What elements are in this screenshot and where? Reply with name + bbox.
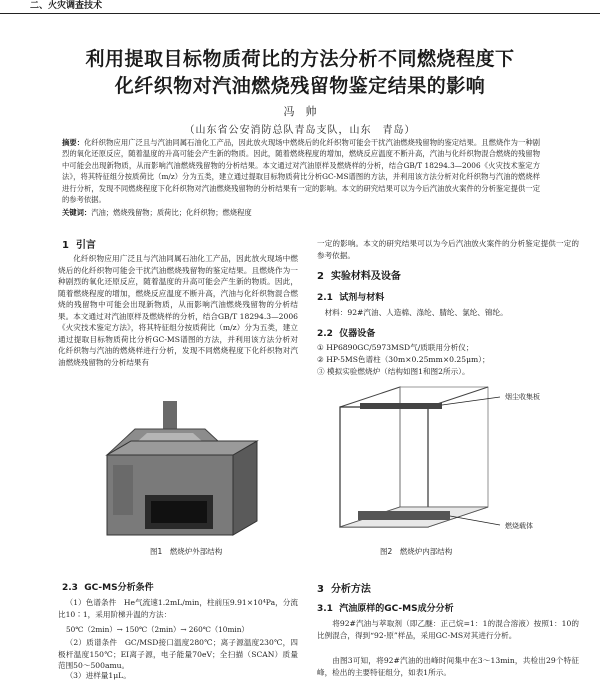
abstract	[62, 137, 540, 205]
keywords	[62, 207, 540, 218]
abstract-text: 化纤织物应用广泛且与汽油同属石油化工产品，因此放火现场中燃烧后的化纤织物可能会干扰汽油燃烧残留物的鉴定结果。且燃烧作为一种剧烈的氧化还原反应，随着温度的升高可能会产生新的物质。因此，随着燃烧程度的增加，燃烧反应温度不断升高，汽油与化纤织物混合燃烧的残留物中可能会出现新物质，从而影响汽油燃烧残留物的分析结果。本文通过对汽油原样及燃烧样的分析，结合GB/T 18294.3—2006《火灾技术鉴定方法》，将其特征组分按质荷比（m/z）分为五类，建立通过提取目标物质荷比分析GC-MS谱图的方法，并利用该方法分析对化纤织物与汽油的燃烧样进行分析，发现不同燃烧程度下化纤织物对汽油燃烧残留物的分析结果有一定的影响。本文的研究结果可以为今后汽油放火案件的分析鉴定提供一定的参考依据。	[62, 138, 541, 205]
keywords-text: 汽油；燃烧残留物；质荷比；化纤织物；燃烧程度	[91, 208, 252, 217]
subsection-2-2-number: 2.2	[317, 329, 333, 339]
mass-spec-conditions: （2）质谱条件 GC/MSD接口温度280℃；离子源温度230℃，四极杆温度150℃；EI离子源，电子能量70eV；全扫描（SCAN）质量范围50～500amu。	[58, 638, 298, 670]
section-3-title: 分析方法	[330, 584, 371, 595]
affiliation: （山东省公安消防总队青岛支队，山东 青岛）	[184, 125, 416, 136]
subsection-3-1-number: 3.1	[317, 604, 333, 614]
section-3-number: 3	[317, 584, 324, 595]
gasoline-peaks-paragraph: 由图3可知，将92#汽油的出峰时间集中在3～13min，共检出29个特征峰，检出的主要特征组分，如表1所示。	[317, 656, 579, 677]
author: 冯 帅	[283, 105, 317, 118]
chromatography-conditions: （1）色谱条件 He气流速1.2mL/min，柱前压9.91×10⁴Pa，分流比10∶1，采用阶梯升温的方法：	[58, 598, 298, 619]
subsection-3-1-heading	[317, 601, 454, 614]
subsection-2-3-number: 2.3	[62, 583, 78, 593]
intro-paragraph: 化纤织物应用广泛且与汽油同属石油化工产品，因此放火现场中燃烧后的化纤织物可能会干扰汽油燃烧残留物的鉴定结果。且燃烧作为一种剧烈的氧化还原反应，随着温度的升高可能会产生新的物质。因此，随着燃烧程度的增加，燃烧反应温度不断升高，汽油与化纤织物混合燃烧的残留物中可能会出现新物质，从而影响汽油燃烧残留物的分析结果。本文通过对汽油原样及燃烧样的分析，结合GB/T 18294.3—2006《火灾技术鉴定方法》，将其特征组分按质荷比（m/z）分为五类，建立通过提取目标物质荷比分析GC-MS谱图的方法，并利用该方法分析对化纤织物与汽油的燃烧样进行分析，发现不同燃烧程度下化纤织物对汽油燃烧残留物的分析结果有	[58, 254, 298, 367]
paper-title-line2: 化纤织物对汽油燃烧残留物鉴定结果的影响	[114, 75, 486, 97]
section-2-number: 2	[317, 271, 324, 282]
subsection-2-1-heading	[317, 290, 384, 303]
section-1-heading	[62, 236, 96, 251]
subsection-2-1-number: 2.1	[317, 293, 333, 303]
running-header	[0, 0, 600, 14]
subsection-2-1-title: 试剂与材料	[339, 293, 385, 303]
figure-1-caption: 图1 燃烧炉外部结构	[150, 547, 223, 556]
injection-volume: （3）进样量1μL。	[65, 671, 131, 680]
instrument-item-3: ③ 模拟实验燃烧炉（结构如图1和图2所示）。	[317, 367, 470, 376]
intro-paragraph-continued: 一定的影响。本文的研究结果可以为今后汽油放火案件的分析鉴定提供一定的参考依据。	[317, 239, 579, 260]
section-2-title: 实验材料及设备	[330, 271, 401, 282]
abstract-label: 摘要：	[62, 138, 85, 147]
temperature-program: 50℃（2min）→ 150℃（2min）→ 260℃（10min）	[66, 625, 249, 634]
section-1-title: 引言	[75, 240, 96, 251]
instrument-item-1: ① HP6890GC/5973MSD气/质联用分析仪；	[317, 343, 474, 352]
instrument-item-2: ② HP-5MS色谱柱（30m×0.25mm×0.25μm）；	[317, 355, 490, 364]
section-1-number: 1	[62, 240, 69, 251]
figure-2-caption: 图2 燃烧炉内部结构	[380, 547, 453, 556]
subsection-2-3-heading	[62, 580, 154, 593]
subsection-2-3-title: GC-MS分析条件	[84, 583, 154, 593]
subsection-3-1-title: 汽油原样的GC-MS成分分析	[339, 604, 454, 614]
paper-title-line1: 利用提取目标物质荷比的方法分析不同燃烧程度下	[85, 48, 515, 70]
subsection-2-2-title: 仪器设备	[339, 329, 376, 339]
label-collector-plate: 烟尘收集板	[505, 393, 540, 401]
section-3-heading	[317, 580, 371, 595]
gasoline-sample-paragraph: 将92#汽油与萃取剂（即乙醚：正己烷=1：1的混合溶液）按照1：10的比例混合，得到“92-原”样品，采用GC-MS对其进行分析。	[317, 619, 579, 640]
section-tag: 二、火灾调查技术	[30, 1, 103, 11]
keywords-label: 关键词：	[62, 208, 92, 217]
figure-2-furnace-interior	[318, 383, 538, 543]
materials-line: 材料：92#汽油、人造棉、涤纶、腈纶、氯纶、锦纶。	[324, 308, 508, 317]
subsection-2-2-heading	[317, 326, 375, 339]
figure-1-furnace-exterior	[95, 395, 295, 545]
label-combustion-carrier: 燃烧载体	[505, 522, 533, 530]
section-2-heading	[317, 267, 401, 282]
